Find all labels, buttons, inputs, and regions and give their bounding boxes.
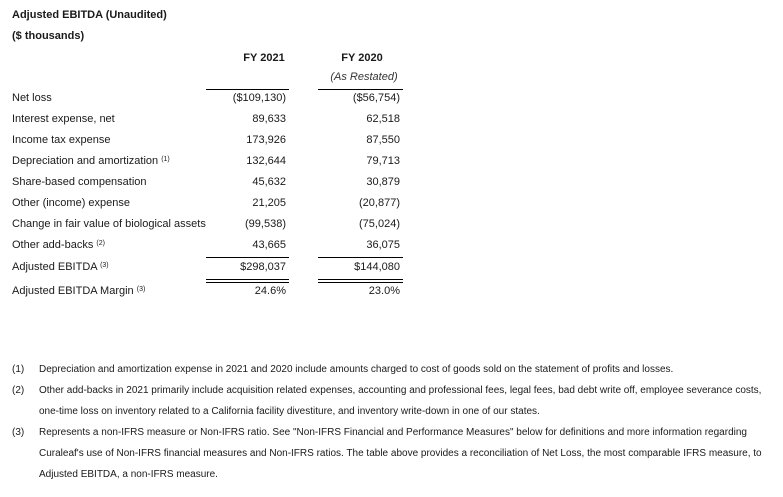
row-label-text: Other add-backs (12, 239, 94, 251)
footnote-1 (12, 359, 772, 380)
column-header-fy2020: FY 2020 (341, 52, 383, 64)
cell-fy2020: 62,518 (366, 113, 400, 125)
table-row (0, 131, 783, 152)
table-units: ($ thousands) (12, 30, 85, 42)
table-row (0, 215, 783, 236)
row-label-text: Adjusted EBITDA (12, 261, 97, 273)
table-row (0, 282, 783, 303)
footnote-text: Other add-backs in 2021 primarily include acquisition related expenses, accounting and professional fees, legal fees, bad debt write off, employee severance costs, one-time loss on inventory related to a California facility divestiture, and inventory write-down in one of our states. (39, 385, 762, 417)
row-label-text: Net loss (12, 92, 52, 104)
row-label-text: Income tax expense (12, 134, 111, 146)
column-note-restated: (As Restated) (330, 71, 398, 83)
cell-fy2020: 87,550 (366, 134, 400, 146)
cell-fy2021: 21,205 (252, 197, 286, 209)
cell-fy2021: $298,037 (240, 261, 286, 273)
table-row (0, 236, 783, 257)
row-label (12, 134, 110, 146)
row-label-text: Interest expense, net (12, 113, 115, 125)
row-label-text: Depreciation and amortization (12, 155, 159, 167)
row-label-text: Other (income) expense (12, 197, 130, 209)
row-label-text: Share-based compensation (12, 176, 147, 188)
total-double-rule-fy2021-a (206, 279, 289, 280)
table-row (0, 194, 783, 215)
footnote-number: (1) (12, 364, 25, 375)
cell-fy2021: 173,926 (246, 134, 286, 146)
row-label-text: Adjusted EBITDA Margin (12, 285, 134, 297)
cell-fy2020: 36,075 (366, 239, 400, 251)
subtotal-rule-fy2020 (318, 257, 403, 258)
table-row (0, 173, 783, 194)
row-label (12, 155, 170, 167)
row-label (12, 261, 109, 273)
row-label (12, 92, 52, 104)
total-double-rule-fy2020-b (318, 282, 403, 283)
row-label (12, 239, 105, 251)
cell-fy2021: 43,665 (252, 239, 286, 251)
cell-fy2021: 45,632 (252, 176, 286, 188)
cell-fy2021: 24.6% (254, 285, 286, 297)
row-label (12, 285, 145, 297)
table-row (0, 152, 783, 173)
row-label (12, 197, 130, 209)
cell-fy2020: 23.0% (368, 285, 400, 297)
table-row (0, 89, 783, 110)
row-label (12, 218, 206, 230)
cell-fy2021: (99,538) (245, 218, 286, 230)
table-title: Adjusted EBITDA (Unaudited) (12, 9, 167, 21)
subtotal-rule-fy2021 (206, 257, 289, 258)
cell-fy2020: 79,713 (366, 155, 400, 167)
footnote-number: (3) (12, 427, 25, 438)
total-double-rule-fy2021-b (206, 282, 289, 283)
row-label (12, 113, 115, 125)
cell-fy2020: ($56,754) (352, 92, 400, 104)
cell-fy2020: (75,024) (359, 218, 400, 230)
footnote-ref: (2) (96, 240, 105, 247)
footnote-text: Depreciation and amortization expense in 2021 and 2020 include amounts charged to cost of goods sold on the statement of profits and losses. (39, 364, 674, 375)
cell-fy2020: $144,080 (354, 261, 400, 273)
footnote-ref: (1) (161, 156, 170, 163)
cell-fy2021: ($109,130) (232, 92, 286, 104)
cell-fy2020: (20,877) (359, 197, 400, 209)
table-row (0, 258, 783, 279)
footnote-2 (12, 380, 772, 422)
footnote-number: (2) (12, 385, 25, 396)
row-label (12, 176, 147, 188)
cell-fy2021: 89,633 (252, 113, 286, 125)
column-header-fy2021: FY 2021 (243, 52, 285, 64)
footnote-ref: (3) (100, 262, 109, 269)
total-double-rule-fy2020-a (318, 279, 403, 280)
table-row (0, 110, 783, 131)
footnote-3 (12, 422, 772, 485)
footnote-ref: (3) (136, 286, 146, 293)
cell-fy2020: 30,879 (366, 176, 400, 188)
footnote-text: Represents a non-IFRS measure or Non-IFRS ratio. See "Non-IFRS Financial and Performance Measures" below for definitions and more information regarding Curaleaf's use of Non-IFRS financial measures and Non-IFRS ratios. The table above provides a reconciliation of Net Loss, the most comparable IFRS measure, to Adjusted EBITDA, a non-IFRS measure. (39, 427, 762, 480)
row-label-text: Change in fair value of biological assets (12, 218, 206, 230)
cell-fy2021: 132,644 (246, 155, 286, 167)
